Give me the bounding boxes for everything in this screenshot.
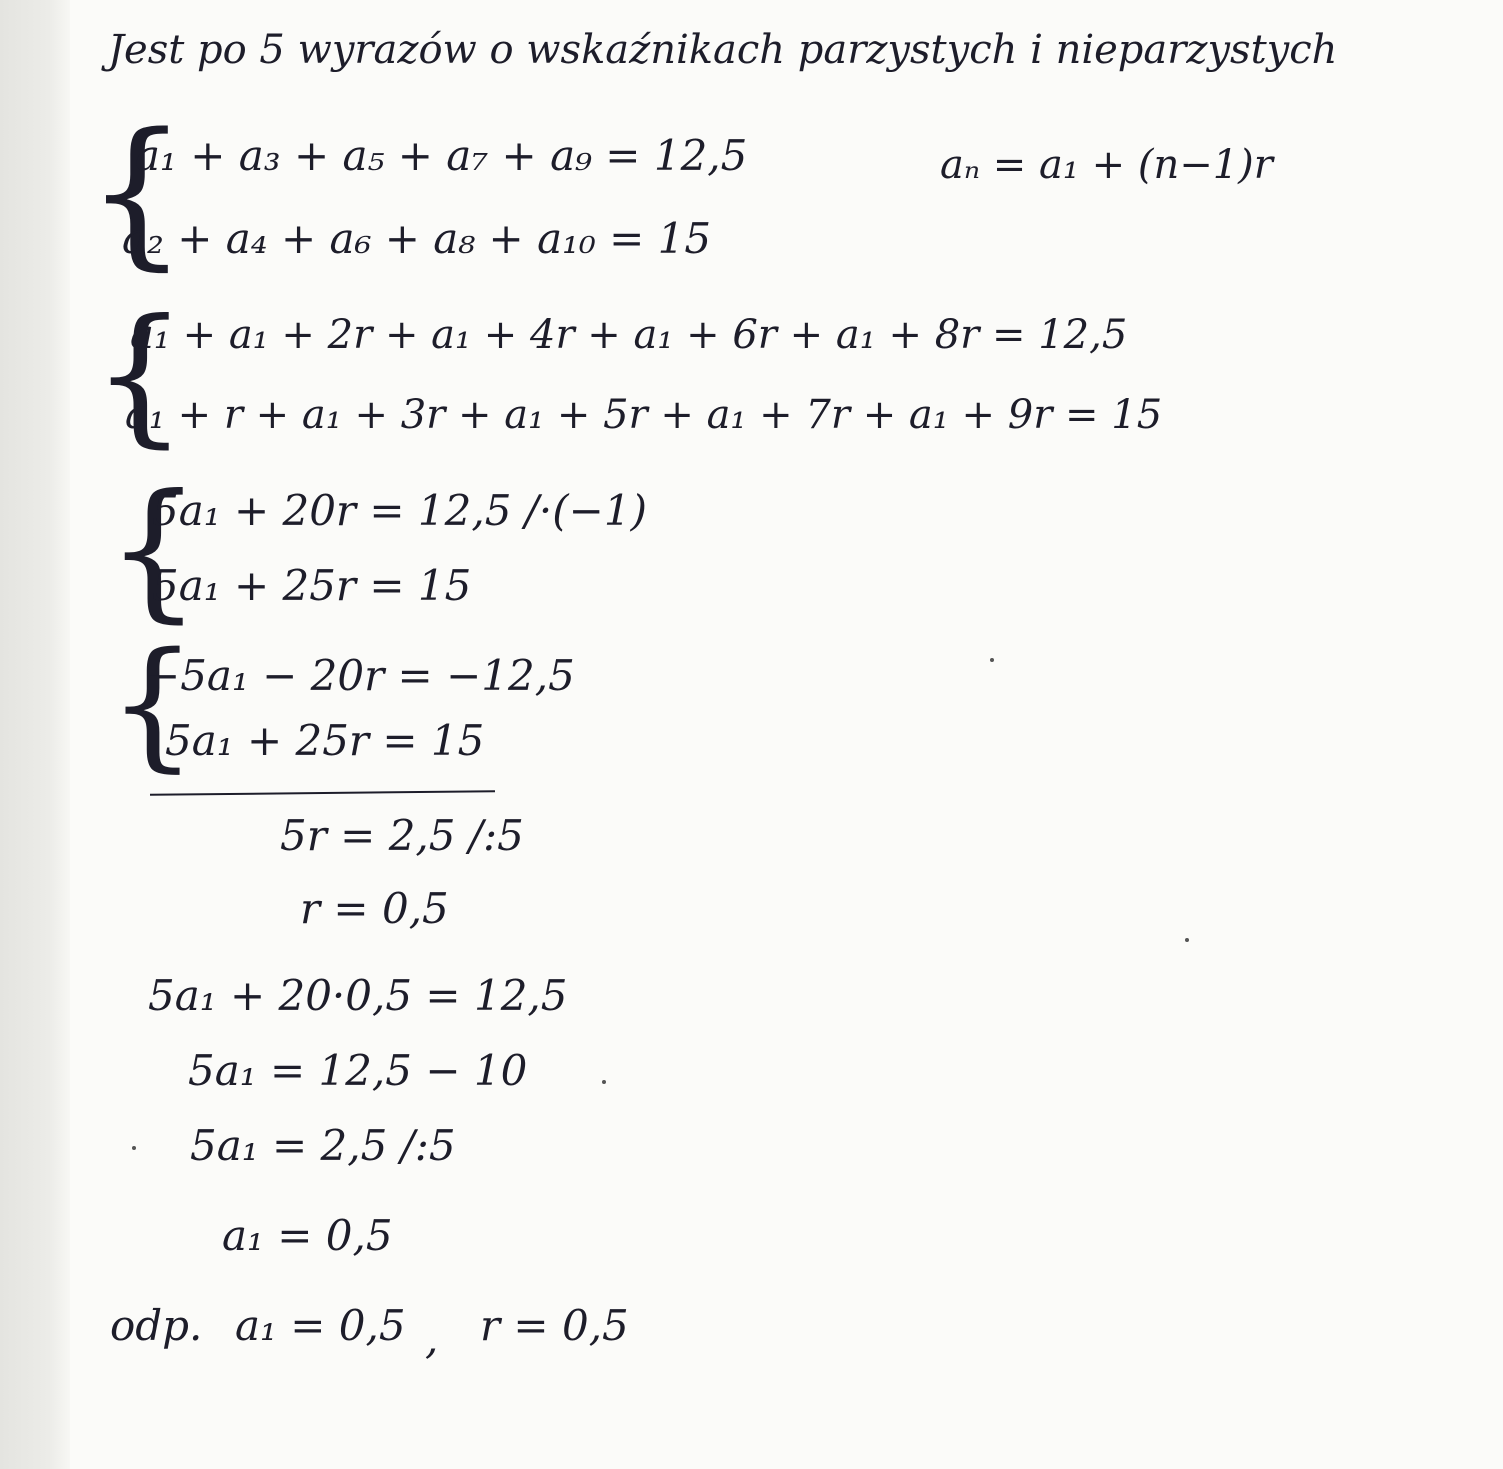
a1-step-4: a₁ = 0,5: [222, 1211, 393, 1260]
scan-speck: [602, 1080, 606, 1084]
system2-eq-even: a₁ + r + a₁ + 3r + a₁ + 5r + a₁ + 7r + a₁ + 9r = 15: [125, 392, 1163, 438]
system2-eq-odd: a₁ + a₁ + 2r + a₁ + 4r + a₁ + 6r + a₁ + 8r = 12,5: [130, 312, 1128, 358]
r-step-1: 5r = 2,5 /:5: [280, 811, 524, 860]
r-step-2: r = 0,5: [300, 884, 449, 933]
brace-system-1: {: [86, 98, 188, 285]
brace-system-4: {: [108, 623, 198, 786]
scan-speck: [132, 1146, 136, 1150]
answer-a1: a₁ = 0,5: [235, 1301, 406, 1350]
system1-eq-even: a₂ + a₄ + a₆ + a₈ + a₁₀ = 15: [122, 214, 712, 263]
system1-eq-odd: a₁ + a₃ + a₅ + a₇ + a₉ = 12,5: [135, 131, 748, 180]
system3-eq-2: 5a₁ + 25r = 15: [152, 561, 472, 610]
a1-step-1: 5a₁ + 20·0,5 = 12,5: [148, 971, 568, 1020]
system4-eq-1: −5a₁ − 20r = −12,5: [145, 651, 575, 700]
answer-r: r = 0,5: [480, 1301, 629, 1350]
scan-edge: [0, 0, 70, 1469]
system3-eq-1: 5a₁ + 20r = 12,5 /·(−1): [152, 486, 647, 535]
scan-speck: [1185, 938, 1189, 942]
header-text: Jest po 5 wyrazów o wskaźnikach parzystych i nieparzystych: [108, 27, 1338, 73]
brace-system-3: {: [106, 463, 202, 637]
answer-label: odp.: [110, 1301, 203, 1350]
brace-system-2: {: [92, 288, 188, 462]
general-term-formula: aₙ = a₁ + (n−1)r: [940, 142, 1273, 188]
system4-eq-2: 5a₁ + 25r = 15: [165, 716, 485, 765]
scan-speck: [990, 658, 994, 662]
a1-step-3: 5a₁ = 2,5 /:5: [190, 1121, 456, 1170]
answer-separator: ,: [425, 1314, 439, 1363]
a1-step-2: 5a₁ = 12,5 − 10: [188, 1046, 528, 1095]
